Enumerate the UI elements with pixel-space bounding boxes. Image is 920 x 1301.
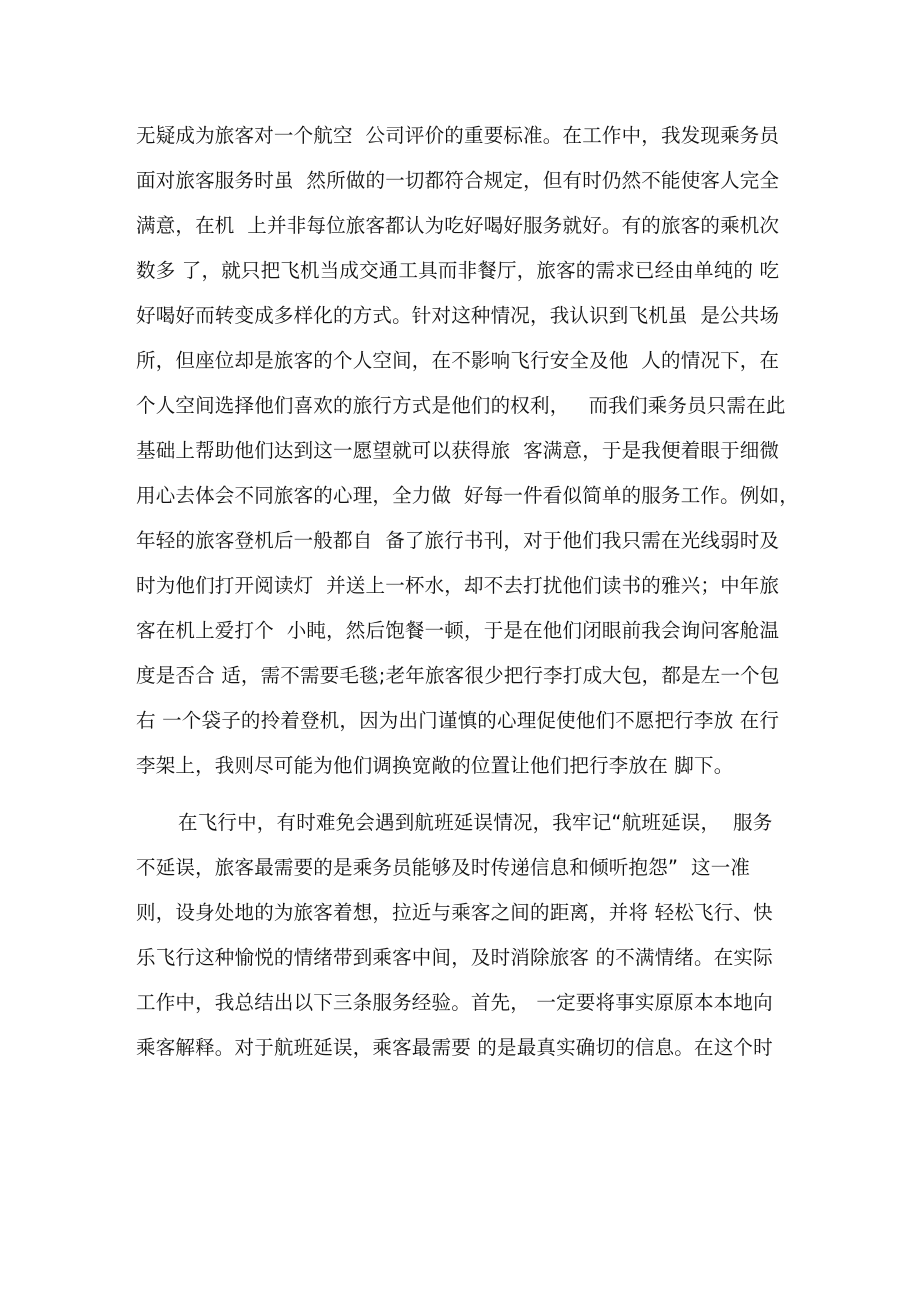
text-line: 所，但座位却是旅客的个人空间，在不影响飞行安全及他 人的情况下，在 <box>136 349 780 372</box>
text-line: 无疑成为旅客对一个航空 公司评价的重要标准。在工作中，我发现乘务员 <box>136 124 780 147</box>
text-line: 用心去体会不同旅客的心理，全力做 好每一件看似简单的服务工作。例如， <box>136 484 799 507</box>
text-line: 基础上帮助他们达到这一愿望就可以获得旅 客满意，于是我便着眼于细微 <box>136 439 780 462</box>
text-line: 右 一个袋子的拎着登机，因为出门谨慎的心理促使他们不愿把行李放 在行 <box>136 709 780 732</box>
text-line: 面对旅客服务时虽 然所做的一切都符合规定，但有时仍然不能使客人完全 <box>136 169 780 192</box>
text-line: 数多 了，就只把飞机当成交通工具而非餐厅，旅客的需求已经由单纯的 吃 <box>136 259 780 282</box>
text-line: 不延误，旅客最需要的是乘务员能够及时传递信息和倾听抱怨” 这一准 <box>136 856 751 879</box>
text-line: 好喝好而转变成多样化的方式。针对这种情况，我认识到飞机虽 是公共场 <box>136 304 780 327</box>
text-line: 工作中，我总结出以下三条服务经验。首先， 一定要将事实原原本本地向 <box>136 991 773 1014</box>
text-line: 则，设身处地的为旅客着想，拉近与乘客之间的距离，并将 轻松飞行、快 <box>136 901 773 924</box>
text-line: 个人空间选择他们喜欢的旅行方式是他们的权利， 而我们乘务员只需在此 <box>136 394 786 417</box>
text-line: 度是否合 适，需不需要毛毯;老年旅客很少把行李打成大包，都是左一个包 <box>136 664 780 687</box>
text-line: 满意，在机 上并非每位旅客都认为吃好喝好服务就好。有的旅客的乘机次 <box>136 214 780 237</box>
text-line: 客在机上爱打个 小盹，然后饱餐一顿，于是在他们闭眼前我会询问客舱温 <box>136 619 780 642</box>
text-line: 李架上，我则尽可能为他们调换宽敞的位置让他们把行李放在 脚下。 <box>136 754 734 777</box>
text-line: 在飞行中，有时难免会遇到航班延误情况，我牢记“航班延误， 服务 <box>178 811 773 834</box>
text-line: 时为他们打开阅读灯 并送上一杯水，却不去打扰他们读书的雅兴；中年旅 <box>136 574 780 597</box>
text-line: 乐飞行这种愉悦的情绪带到乘客中间，及时消除旅客 的不满情绪。在实际 <box>136 946 773 969</box>
text-line: 年轻的旅客登机后一般都自 备了旅行书刊，对于他们我只需在光线弱时及 <box>136 529 780 552</box>
text-line: 乘客解释。对于航班延误，乘客最需要 的是最真实确切的信息。在这个时 <box>136 1036 773 1059</box>
